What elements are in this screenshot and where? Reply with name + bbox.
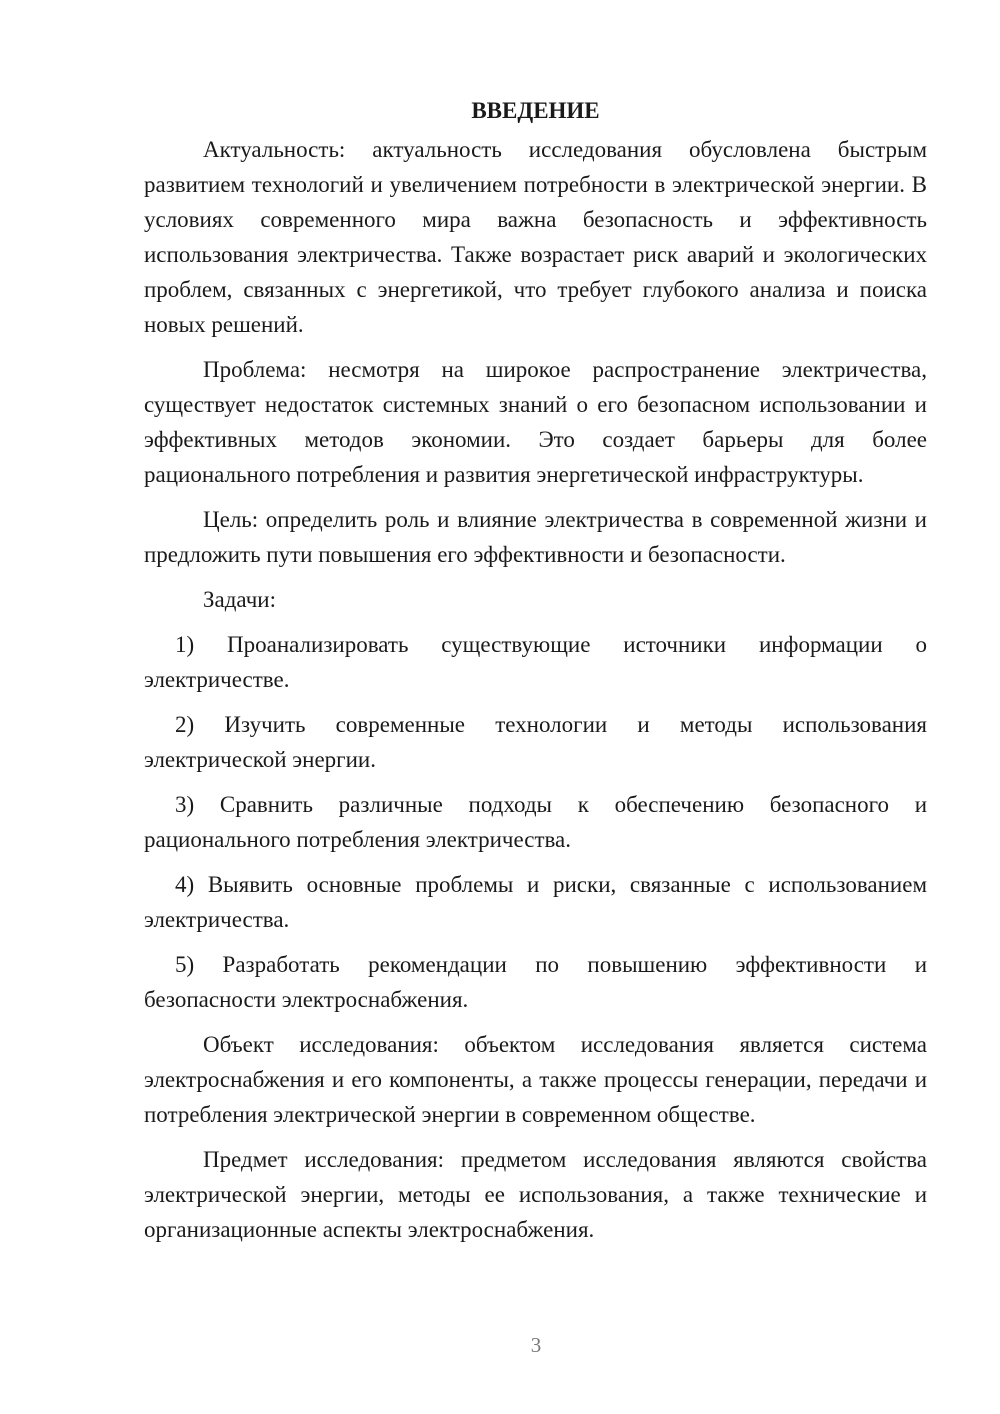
- subject-paragraph: Предмет исследования: предметом исследования являются свойства электрической энергии, методы ее использования, а также технические и организационные аспекты электроснабжения.: [144, 1147, 927, 1242]
- section-heading: ВВЕДЕНИЕ: [471, 98, 600, 123]
- page-content: [144, 96, 927, 1247]
- task-item: 5) Разработать рекомендации по повышению эффективности и безопасности электроснабжения.: [144, 952, 927, 1012]
- relevance-paragraph: Актуальность: актуальность исследования обусловлена быстрым развитием технологий и увеличением потребности в электрической энергии. В условиях современного мира важна безопасность и эффективность использования электричества. Также возрастает риск аварий и экологических проблем, связанных с энергетикой, что требует глубокого анализа и поиска новых решений.: [144, 137, 927, 337]
- object-paragraph: Объект исследования: объектом исследования является система электроснабжения и его компоненты, а также процессы генерации, передачи и потребления электрической энергии в современном обществе.: [144, 1032, 927, 1127]
- task-item: 1) Проанализировать существующие источники информации о электричестве.: [144, 632, 927, 692]
- problem-paragraph: Проблема: несмотря на широкое распространение электричества, существует недостаток системных знаний о его безопасном использовании и эффективных методов экономии. Это создает барьеры для более рационального потребления и развития энергетической инфраструктуры.: [144, 357, 927, 487]
- page-number: 3: [530, 1333, 542, 1357]
- goal-paragraph: Цель: определить роль и влияние электричества в современной жизни и предложить пути повышения его эффективности и безопасности.: [144, 507, 927, 567]
- task-item: 2) Изучить современные технологии и методы использования электрической энергии.: [144, 712, 927, 772]
- task-item: 3) Сравнить различные подходы к обеспечению безопасного и рационального потребления электричества.: [144, 792, 927, 852]
- task-item: 4) Выявить основные проблемы и риски, связанные с использованием электричества.: [144, 872, 927, 932]
- tasks-label: Задачи:: [203, 587, 276, 612]
